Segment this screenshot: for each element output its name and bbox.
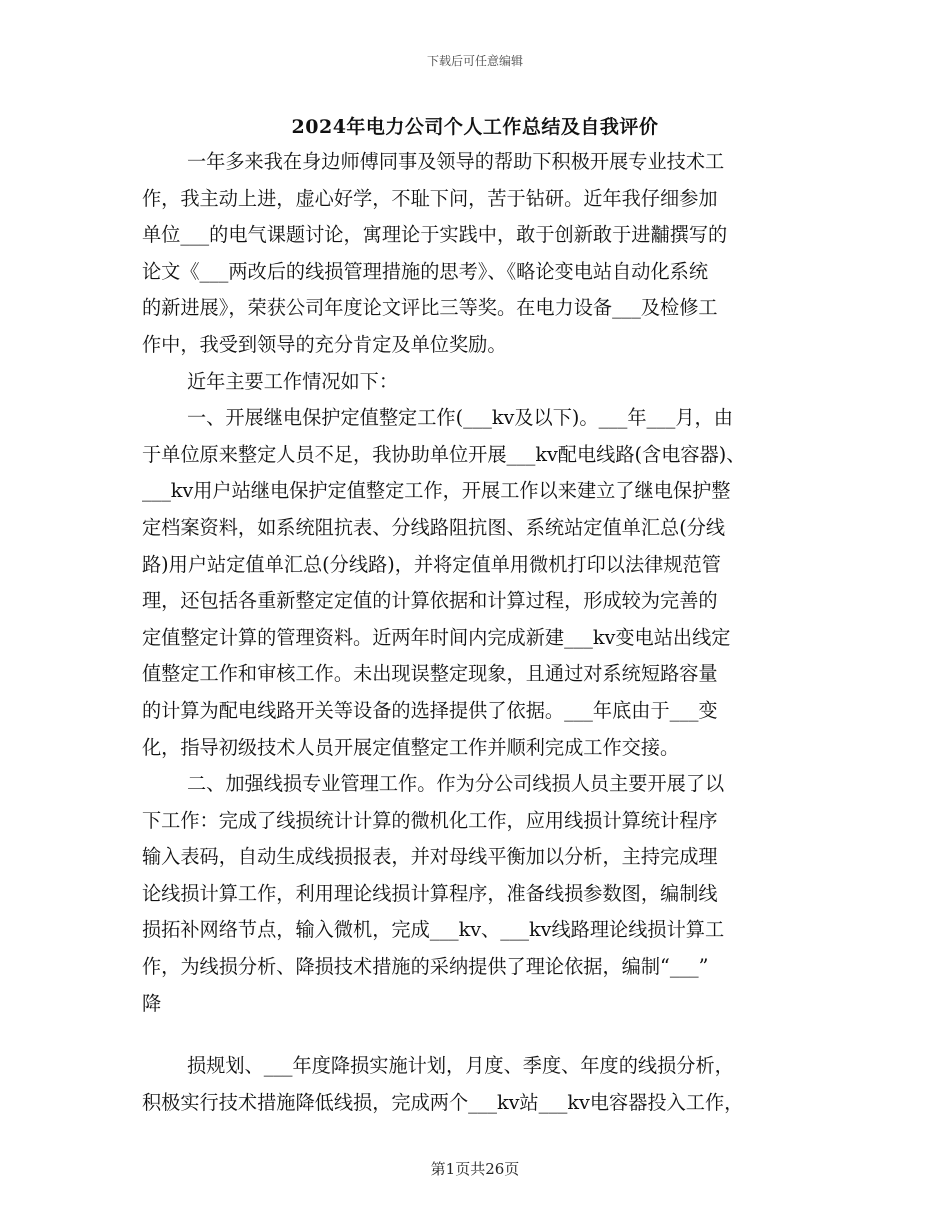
text-line: 作，为线损分析、降损技术措施的采纳提供了理论依据，编制“___” bbox=[142, 955, 709, 979]
text-line: 化，指导初级技术人员开展定值整定工作并顺利完成工作交接。 bbox=[142, 735, 680, 759]
text-line: 论文《___两改后的线损管理措施的思考》、《略论变电站自动化系统 bbox=[142, 259, 709, 283]
text-line: 二、加强线损专业管理工作。作为分公司线损人员主要开展了以 bbox=[187, 772, 725, 796]
text-line: 一、开展继电保护定值整定工作(___kv及以下)。___年___月，由 bbox=[187, 406, 733, 430]
document-body bbox=[142, 144, 812, 1121]
page-footer: 第1页共26页 bbox=[430, 1160, 520, 1178]
text-line: 损拓补网络节点，输入微机，完成___kv、___kv线路理论线损计算工 bbox=[142, 918, 725, 942]
text-line: 作中，我受到领导的充分肯定及单位奖励。 bbox=[142, 332, 507, 356]
text-line: 近年主要工作情况如下： bbox=[187, 369, 399, 393]
text-line: 论线损计算工作，利用理论线损计算程序，准备线损参数图，编制线 bbox=[142, 881, 718, 905]
text-line: 理，还包括各重新整定定值的计算依据和计算过程，形成较为完善的 bbox=[142, 589, 718, 613]
text-line: 一年多来我在身边师傅同事及领导的帮助下积极开展专业技术工 bbox=[187, 150, 725, 173]
text-line: 的新进展》，荣获公司年度论文评比三等奖。在电力设备___及检修工 bbox=[142, 296, 718, 320]
text-line: 作，我主动上进，虚心好学，不耻下问，苦于钻研。近年我仔细参加 bbox=[142, 186, 718, 210]
text-line: 降 bbox=[142, 991, 162, 1015]
text-line: 单位___的电气课题讨论，寓理论于实践中，敢于创新敢于进黼撰写的 bbox=[142, 223, 728, 247]
text-line: 损规划、___年度降损实施计划，月度、季度、年度的线损分析， bbox=[187, 1054, 734, 1078]
text-line: ___kv用户站继电保护定值整定工作，开展工作以来建立了继电保护整 bbox=[142, 479, 731, 503]
text-line: 路)用户站定值单汇总(分线路)，并将定值单用微机打印以法律规范管 bbox=[142, 552, 721, 576]
paragraph-gap bbox=[142, 1022, 812, 1048]
text-line: 积极实行技术措施降低线损，完成两个___kv站___kv电容器投入工作， bbox=[142, 1090, 744, 1114]
text-line: 定值整定计算的管理资料。近两年时间内完成新建___kv变电站出线定 bbox=[142, 625, 731, 649]
text-line: 定档案资料，如系统阻抗表、分线路阻抗图、系统站定值单汇总(分线 bbox=[142, 515, 726, 539]
document-title: 2024年电力公司个人工作总结及自我评价 bbox=[291, 116, 659, 138]
text-line: 值整定工作和审核工作。未出现误整定现象，且通过对系统短路容量 bbox=[142, 662, 718, 686]
text-line: 的计算为配电线路开关等设备的选择提供了依据。___年底由于___变 bbox=[142, 698, 718, 722]
text-line: 下工作：完成了线损统计计算的微机化工作，应用线损计算统计程序 bbox=[142, 808, 718, 832]
header-note: 下载后可任意编辑 bbox=[426, 54, 523, 68]
text-line: 于单位原来整定人员不足，我协助单位开展___kv配电线路(含电容器)、 bbox=[142, 442, 746, 466]
text-line: 输入表码，自动生成线损报表，并对母线平衡加以分析，主持完成理 bbox=[142, 845, 718, 869]
